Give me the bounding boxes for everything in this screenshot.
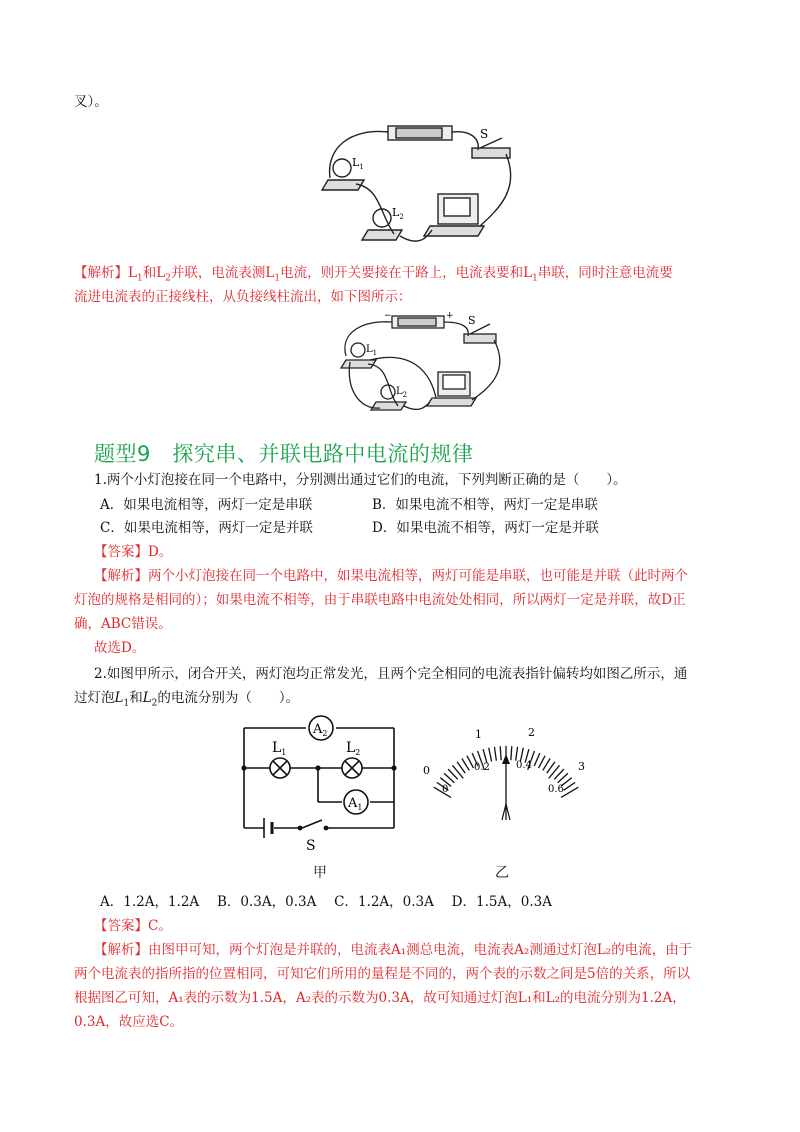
bulb-label-l1: $L_1$ <box>352 156 364 171</box>
scale-top-2: 2 <box>528 726 535 739</box>
plus-label: + <box>446 311 454 321</box>
scale-tick <box>467 756 474 768</box>
q2-options: A．1.2A，1.2A B．0.3A，0.3A C．1.2A，0.3A D．1.5A，0.3A <box>100 894 552 910</box>
scale-bottom-0: 0 <box>442 784 449 795</box>
q1-analysis-line-3: 确，ABC错误。 <box>74 616 172 632</box>
circuit-photo-1 <box>320 118 520 258</box>
lamp-l1-label: $L_1$ <box>272 740 287 757</box>
figure-a-caption: 甲 <box>313 865 327 881</box>
q2-answer: 【答案】C。 <box>94 918 172 934</box>
q1-stem: 1.两个小灯泡接在同一个电路中，分别测出通过它们的电流，下列判断正确的是（ ）。 <box>94 472 627 488</box>
scale-top-3: 3 <box>578 760 585 773</box>
scale-tick <box>494 747 496 761</box>
ammeter-a1-label: $A_1$ <box>348 796 363 812</box>
ammeter-a2-label: $A_2$ <box>313 722 328 738</box>
bulb-label-l1-2: $L_1$ <box>366 344 378 357</box>
q1-option-c: C．如果电流相等，两灯一定是并联 <box>100 520 313 536</box>
analysis-1-line-2: 流进电流表的正接线柱，从负接线柱流出，如下图所示： <box>74 289 412 305</box>
scale-bottom-0-6: 0.6 <box>548 784 564 795</box>
minus-label: − <box>384 311 392 321</box>
switch-s-label: S <box>306 838 316 854</box>
switch-label-2: S <box>468 314 476 327</box>
scale-top-0: 0 <box>423 764 430 777</box>
q1-analysis-line-2: 灯泡的规格是相同的）；如果电流不相等，由于串联电路中电流处处相同，所以两灯一定是并联，故D正 <box>74 592 686 608</box>
switch-label: S <box>480 127 489 141</box>
scale-tick <box>500 746 501 760</box>
q2-analysis-line-4: 0.3A，故应选C。 <box>74 1014 184 1030</box>
analysis-1-line-1: 【解析】$L_1$和$L_2$并联，电流表测$L_1$电流，则开关要接在干路上，电流表要和$L_1$串联，同时注意电流要 <box>74 265 673 284</box>
figure-b-caption: 乙 <box>495 865 509 881</box>
bulb-label-l2: $L_2$ <box>392 206 404 221</box>
scale-tick <box>511 746 512 760</box>
q1-option-a: A．如果电流相等，两灯一定是串联 <box>100 497 313 513</box>
q1-analysis-line-1: 【解析】两个小灯泡接在同一个电路中，如果电流相等，两灯可能是串联，也可能是并联（此时两个 <box>94 568 688 584</box>
scale-tick <box>489 748 492 762</box>
q1-option-d: D．如果电流不相等，两灯一定是并联 <box>372 520 599 536</box>
scale-top-1: 1 <box>475 728 482 741</box>
scale-tick <box>483 749 487 762</box>
q2-stem-line-2: 过灯泡$L_1$和$L_2$的电流分别为（ ）。 <box>74 690 300 709</box>
q1-analysis-line-4: 故选D。 <box>94 640 146 656</box>
scale-tick <box>462 759 469 771</box>
ammeter-scale <box>420 720 600 830</box>
scale-tick <box>534 753 540 766</box>
q2-stem-line-1: 2.如图甲所示，闭合开关，两灯泡均正常发光，且两个完全相同的电流表指针偏转均如图乙所示，通 <box>94 666 688 682</box>
lamp-l2-label: $L_2$ <box>346 740 361 757</box>
bulb-label-l2-2: $L_2$ <box>396 386 408 399</box>
circuit-diagram-a <box>236 716 406 856</box>
q2-analysis-line-2: 两个电流表的指所指的位置相同，可知它们所用的量程是不同的，两个表的示数之间是5倍的关系，所以 <box>74 966 691 982</box>
q2-analysis-line-1: 【解析】由图甲可知，两个灯泡是并联的，电流表A₁测总电流，电流表A₂测通过灯泡L₂的电流，由于 <box>94 942 693 958</box>
scale-tick <box>516 747 518 761</box>
scale-bottom-0-2: 0.2 <box>474 762 490 773</box>
q2-analysis-line-3: 根据图乙可知，A₁表的示数为1.5A，A₂表的示数为0.3A，故可知通过灯泡L₁和L₂的电流分别为1.2A， <box>74 990 686 1006</box>
q1-option-b: B．如果电流不相等，两灯一定是串联 <box>372 497 598 513</box>
circuit-photo-2 <box>340 310 510 415</box>
scale-bottom-0-4: 0.4 <box>516 760 532 771</box>
scale-tick <box>543 759 550 771</box>
q1-answer: 【答案】D。 <box>94 544 173 560</box>
text-fragment: 叉）。 <box>74 94 108 110</box>
section-title: 题型9 探究串、并联电路中电流的规律 <box>94 442 474 466</box>
scale-tick <box>539 756 546 768</box>
